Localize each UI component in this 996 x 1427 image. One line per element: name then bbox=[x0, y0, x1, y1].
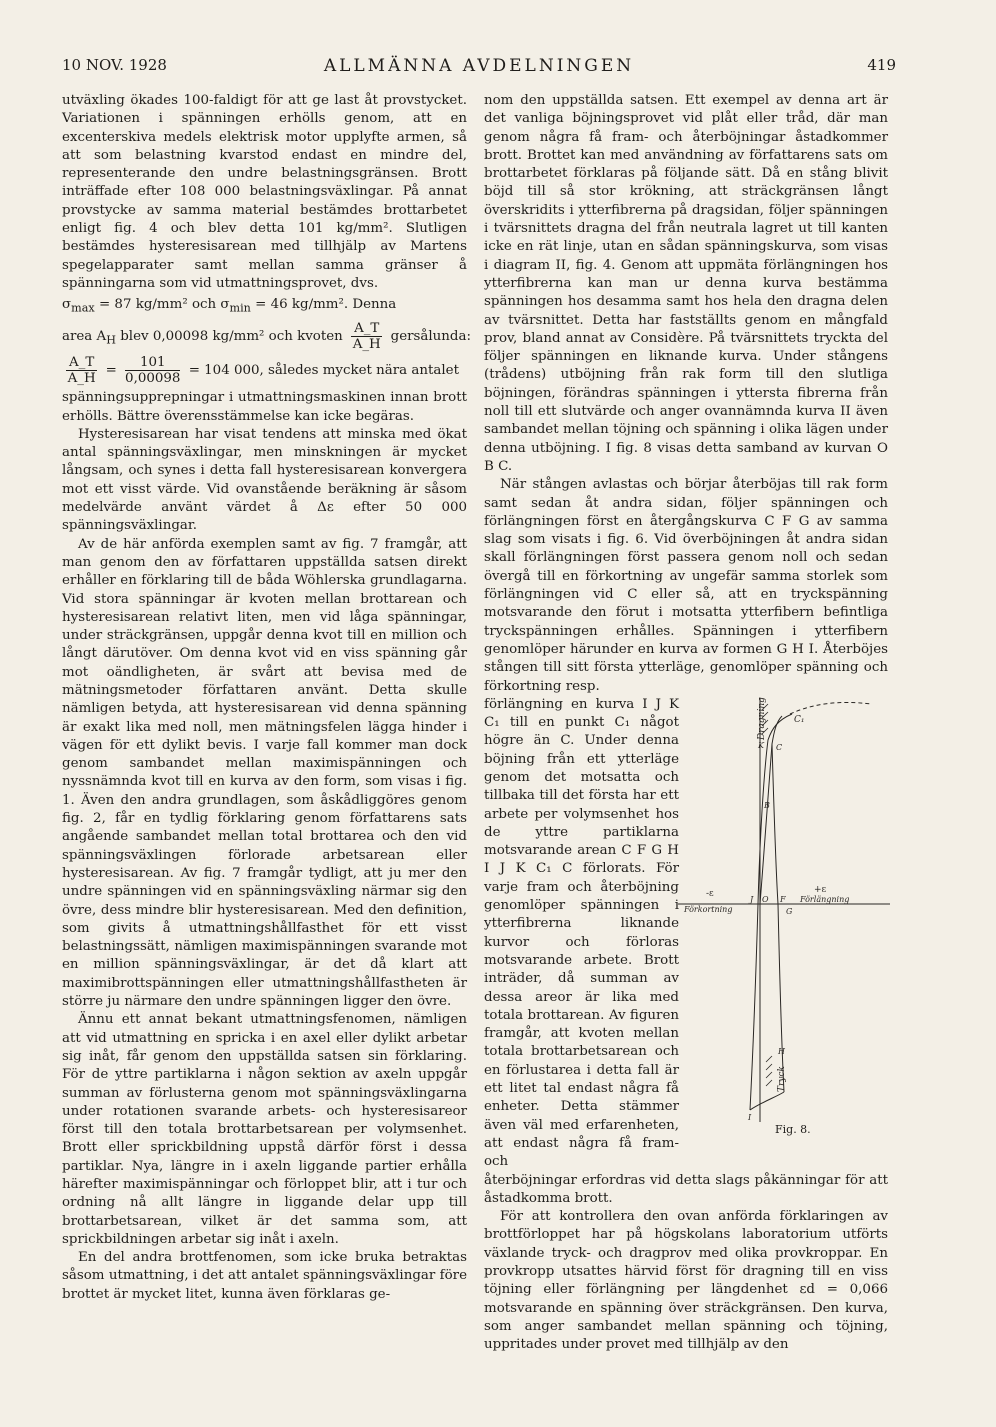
equation-stress-limits: $\sigma_{max} = 87$ kg/mm² och $\sigma_{min} = 46$ kg/mm². Denna bbox=[62, 297, 397, 315]
point-H: H bbox=[778, 1047, 785, 1056]
label-tryck: Tryck bbox=[777, 1066, 787, 1092]
left-column bbox=[62, 92, 471, 1304]
label-dragning: Dragning bbox=[757, 697, 767, 740]
running-header bbox=[62, 56, 896, 80]
point-O: O bbox=[762, 895, 769, 904]
label-minus-epsilon: -ε bbox=[706, 889, 714, 899]
section-title: ALLMÄNNA AVDELNINGEN bbox=[323, 56, 635, 76]
curve-upper-dashed bbox=[790, 702, 872, 714]
paragraph: återböjningar erfordras vid detta slags påkänningar för att åstadkomma brott. bbox=[484, 1172, 888, 1206]
point-C1: C₁ bbox=[794, 715, 805, 725]
point-J: J bbox=[750, 895, 754, 904]
label-plus-epsilon: +ε bbox=[814, 885, 827, 895]
point-C: C bbox=[776, 743, 783, 752]
figure-8-diagram bbox=[672, 692, 894, 1132]
equation-ratio: $\frac{A\_T}{A\_H}$ = $\frac{101}{0,00098}$ = 104 000, således mycket nära antalet bbox=[67, 355, 459, 387]
curve-CFG bbox=[772, 744, 784, 1092]
paragraph: När stången avlastas och börjar återböjas till rak form samt sedan åt andra sidan, följer spänningen och förlängningen först en återgångskurva C F G av samma slag som visats i fig. 6. Vid överböjningen åt andra sidan skall förlängningen först passera genom noll och sedan övergå till en förkortning av ungefär samma storlek som förlängningen vid C eller så, att en tryckspänning motsvarande den förut i motsatta ytterfibern befintliga tryckspänningen erhålles. Spänningen i ytterfibern genomlöper härunder en kurva av formen G H I. Återböjes stången till sitt första ytterläge, genomlöper spänning och förkortning resp. bbox=[484, 477, 888, 694]
curve-GHI bbox=[750, 1092, 784, 1110]
paragraph: Ännu ett annat bekant utmattningsfenomen, nämligen att vid utmattning en spricka i en axel eller dylikt arbetar sig inåt, får genom den uppställda satsen sin förklaring. För de yttre partiklarna i någon sektion av axeln uppgår summan av förlusterna genom mot spänningsväxlingarna under rotationen svarande arbets- och hysteresisareor först till den totala brottarbetsarean per volymsenhet. Brott eller sprickbildning uppstå därför först i dessa partiklar. Nya, längre in i axeln liggande partier erhålla härefter maximispänningar och förloppet blir, att i tur och ordning nå allt längre in liggande delar upp till brottarbetsarean, vilket är det samma som, att sprickbildningen arbetar sig inåt i axeln. bbox=[62, 1012, 467, 1247]
point-G: G bbox=[786, 907, 793, 916]
paragraph: För att kontrollera den ovan anförda förklaringen av brottförloppet har på högskolans laboratorium utförts växlande tryck- och dragprov med olika provkroppar. En provkropp utsattes härvid först för dragning till en viss töjning eller förlängning per längdenhet εd = 0,066 motsvarande en spänning över sträckgränsen. Den kurva, som anger sambandet mellan spänning och töjning, uppritades under provet med tillhjälp av den bbox=[484, 1209, 888, 1353]
point-K: K bbox=[758, 741, 764, 750]
paragraph: utväxling ökades 100-faldigt för att ge last åt provstycket. Variationen i spänningen erhölls genom, att en excenterskiva medels elektrisk motor upplyfte armen, så att som belastning kvarstod endast en mindre del, representerande den undre belastningsgränsen. Brott inträffade efter 108 000 belastningsväxlingar. På annat provstycke av samma material bestämdes brottarbetet enligt fig. 4 och blev detta 101 kg/mm². Slutligen bestämdes hysteresisarean med tillhjälp av Martens spegelapparater samt mellan samma gränser å spänningarna som vid utmattningsprovet, dvs. bbox=[62, 93, 467, 291]
issue-date: 10 NOV. 1928 bbox=[62, 56, 167, 74]
paragraph: En del andra brottfenomen, som icke bruka betraktas såsom utmattning, i det att antalet spänningsväxlingar före brottet är mycket litet, kunna även förklaras ge- bbox=[62, 1250, 467, 1302]
point-B: B bbox=[764, 801, 770, 810]
label-forlangning: Förlängning bbox=[800, 895, 850, 904]
figure-caption: Fig. 8. bbox=[775, 1123, 811, 1136]
point-I: I bbox=[748, 1113, 752, 1122]
paragraph: Av de här anförda exemplen samt av fig. 7 framgår, att man genom den av författaren uppställda satsen direkt erhåller en förklaring till de båda Wöhlerska grundlagarna. Vid stora spänningar är kvoten mellan brottarean och hysteresisarean relativt liten, men vid låga spänningar, under sträckgränsen, uppgår denna kvot till en million och långt därutöver. Om denna kvot vid en viss spänning går mot oändligheten, är svårt att bevisa med de mätningsmetoder författaren använt. Detta skulle nämligen betyda, att hysteresisarean vid denna spänning är exakt lika med noll, men mätningsfelen lägga hinder i vägen för ett dylikt bevis. I varje fall kommer man dock genom sambandet mellan maximispänningen och nyssnämnda kvot till en kurva av den form, som visas i fig. 1. Även den andra grundlagen, som åskådliggöres genom fig. 2, får en tydlig förklaring genom författarens sats angående sambandet mellan total brottarea och den vid spänningsväxlingen förlorade arbetsarean eller hysteresisarean. Av fig. 7 framgår tydligt, att ju mer den undre spänningen vid en spänningsväxling närmar sig den övre, dess mindre blir hysteresisarean. Med den definition, som givits å utmattningshållfasthet för ett visst belastningssätt, nämligen maximispänningen svarande mot en million spänningsväxlingar, är det då klart att maximibrottspänningen eller utmattningshållfastheten är större ju närmare den undre spänningen ligger den övre. bbox=[62, 536, 467, 1010]
label-forkortning: Förkortning bbox=[684, 905, 733, 914]
paragraph: Hysteresisarean har visat tendens att minska med ökat antal spänningsväxlingar, men minskningen är mycket långsam, och synes i detta fall hysteresisarean konvergera mot ett visst värde. Vid ovanstående beräkning är såsom medelvärde använt värdet å Δε efter 50 000 spänningsväxlingar. bbox=[62, 426, 467, 534]
paragraph-wrapped: förlängning en kurva I J K C₁ till en punkt C₁ något högre än C. Under denna böjning från ett ytterläge genom det motsatta och tillbaka till det första har ett arbete per volymsenhet hos de yttre partiklarna motsvarande arean C F G H I J K C₁ C förlorats. För varje fram och återböjning genomlöper spänningen i ytterfibrerna liknande kurvor och förloras motsvarande arbete. Brott inträder, då summan av dessa areor är lika med totala brottarean. Av figuren framgår, att kvoten mellan totala brottarbetsarean och en förlustarea i detta fall är ett litet tal endast några få enheter. Detta stämmer även väl med erfarenheten, att endast några få fram- och bbox=[484, 696, 679, 1170]
page-number: 419 bbox=[867, 56, 896, 74]
equation-hysteresis-area: area $A_H$ blev 0,00098 kg/mm² och kvoten $\frac{A\_T}{A\_H}$ gersålunda: bbox=[62, 321, 471, 353]
paragraph: nom den uppställda satsen. Ett exempel av denna art är det vanliga böjningsprovet vid plåt eller tråd, där man genom några få fram- och återböjningar åstadkommer brott. Brottet kan med användning av författarens sats om brottarbetet förklaras på följande sätt. Då en stång blivit böjd till så stor krökning, att sträckgränsen långt överskridits i ytterfibrerna på dragsidan, följer spänningen i tvärsnittets dragna del från neutrala lagret ut till kanten icke en rät linje, utan en sådan spänningskurva, som visas i diagram II, fig. 4. Genom att uppmäta förlängningen hos ytterfibrerna kan man ur denna kurva bestämma spänningen hos desamma samt hos hela den dragna delen av tvärsnittet. Detta har fastställts genom en mångfald prov, bland annat av Considère. På tvärsnittets tryckta del följer spänningen en liknande kurva. Under stångens (trådens) utböjning från rak form till den slutliga böjningen, förändras spänningen i yttersta fibrerna från noll till ett slutvärde och anger ovannämnda kurva II även sambandet mellan töjning och spänning i olika lägen under denna utböjning. I fig. 8 visas detta samband av kurvan O B C. bbox=[484, 93, 888, 474]
hatch-tryck bbox=[766, 1056, 772, 1086]
point-F: F bbox=[780, 895, 786, 904]
paragraph: spänningsupprepningar i utmattningsmaskinen innan brott erhölls. Bättre överensstämmelse kan icke begäras. bbox=[62, 390, 467, 424]
